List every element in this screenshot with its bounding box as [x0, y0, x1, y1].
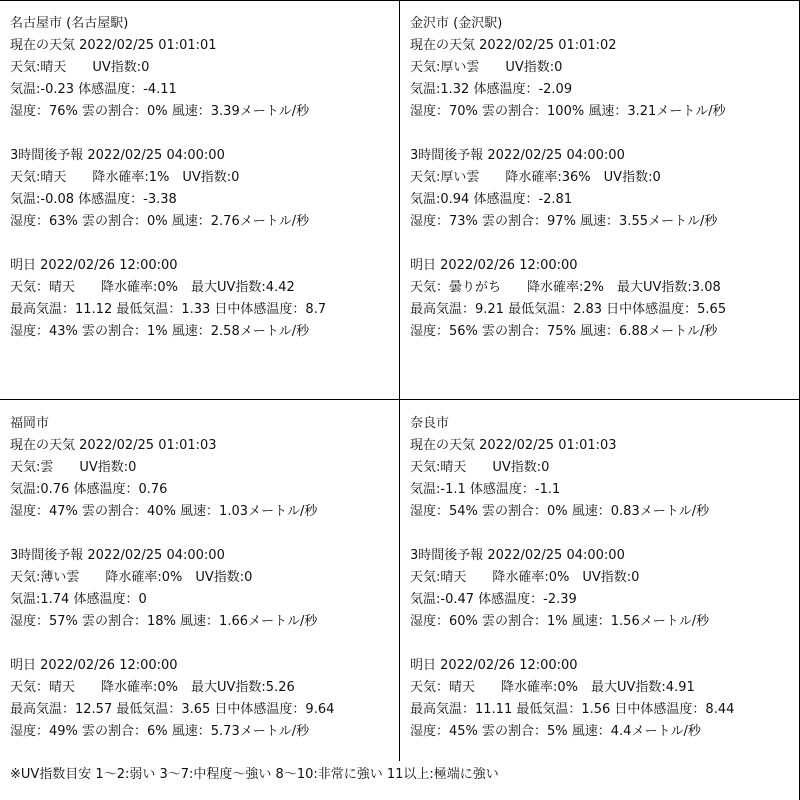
spacer [410, 233, 799, 255]
city-name: 金沢市 (金沢駅) [410, 16, 503, 31]
city-panel-nagoya [0, 0, 399, 399]
tomorrow-header: 明日 2022/02/26 12:00:00 [10, 658, 178, 673]
tomorrow-weather: 天気：晴天 降水確率:0% 最大UV指数:4.91 [410, 680, 695, 695]
forecast-weather: 天気:厚い雲 降水確率:36% UV指数:0 [410, 170, 661, 185]
tomorrow-temperature: 最高気温：9.21 最低気温：2.83 日中体感温度：5.65 [410, 302, 727, 317]
forecast-weather: 天気:薄い雲 降水確率:0% UV指数:0 [10, 570, 253, 585]
tomorrow-weather: 天気：晴天 降水確率:0% 最大UV指数:4.42 [10, 280, 295, 295]
tomorrow-temperature: 最高気温：12.57 最低気温：3.65 日中体感温度：9.64 [10, 702, 335, 717]
forecast-temperature: 気温:-0.47 体感温度：-2.39 [410, 592, 577, 607]
forecast-temperature: 気温:0.94 体感温度：-2.81 [410, 192, 573, 207]
forecast-humidity: 湿度：73% 雲の割合：97% 風速：3.55メートル/秒 [410, 214, 718, 229]
forecast-humidity: 湿度：60% 雲の割合：1% 風速：1.56メートル/秒 [410, 614, 710, 629]
forecast-header: 3時間後予報 2022/02/25 04:00:00 [10, 548, 225, 563]
city-panel-fukuoka [0, 400, 399, 761]
forecast-header: 3時間後予報 2022/02/25 04:00:00 [10, 148, 225, 163]
spacer [10, 123, 399, 145]
forecast-header: 3時間後予報 2022/02/25 04:00:00 [410, 148, 625, 163]
forecast-weather: 天気:晴天 降水確率:0% UV指数:0 [410, 570, 640, 585]
tomorrow-header: 明日 2022/02/26 12:00:00 [410, 258, 578, 273]
forecast-header: 3時間後予報 2022/02/25 04:00:00 [410, 548, 625, 563]
current-humidity: 湿度：54% 雲の割合：0% 風速：0.83メートル/秒 [410, 504, 710, 519]
city-panel-nara [400, 400, 799, 761]
current-weather: 天気:晴天 UV指数:0 [410, 460, 550, 475]
current-humidity: 湿度：76% 雲の割合：0% 風速：3.39メートル/秒 [10, 104, 310, 119]
forecast-temperature: 気温:-0.08 体感温度：-3.38 [10, 192, 177, 207]
tomorrow-temperature: 最高気温：11.11 最低気温：1.56 日中体感温度：8.44 [410, 702, 735, 717]
tomorrow-header: 明日 2022/02/26 12:00:00 [410, 658, 578, 673]
city-name: 奈良市 [410, 416, 450, 431]
tomorrow-temperature: 最高気温：11.12 最低気温：1.33 日中体感温度：8.7 [10, 302, 327, 317]
spacer [410, 633, 799, 655]
spacer [10, 233, 399, 255]
tomorrow-weather: 天気：晴天 降水確率:0% 最大UV指数:5.26 [10, 680, 295, 695]
forecast-temperature: 気温:1.74 体感温度：0 [10, 592, 147, 607]
spacer [10, 523, 399, 545]
tomorrow-humidity: 湿度：56% 雲の割合：75% 風速：6.88メートル/秒 [410, 324, 718, 339]
uv-index-footnote: ※UV指数目安 1〜2:弱い 3〜7:中程度〜強い 8〜10:非常に強い 11以上:極端に強い [10, 767, 499, 782]
city-panel-kanazawa [400, 0, 799, 399]
current-temperature: 気温:1.32 体感温度：-2.09 [410, 82, 573, 97]
tomorrow-humidity: 湿度：45% 雲の割合：5% 風速：4.4メートル/秒 [410, 724, 701, 739]
city-name: 福岡市 [10, 416, 50, 431]
city-name: 名古屋市 (名古屋駅) [10, 16, 129, 31]
current-weather: 天気:雲 UV指数:0 [10, 460, 137, 475]
tomorrow-header: 明日 2022/02/26 12:00:00 [10, 258, 178, 273]
spacer [410, 123, 799, 145]
forecast-weather: 天気:晴天 降水確率:1% UV指数:0 [10, 170, 240, 185]
current-temperature: 気温:-0.23 体感温度：-4.11 [10, 82, 177, 97]
current-humidity: 湿度：47% 雲の割合：40% 風速：1.03メートル/秒 [10, 504, 318, 519]
tomorrow-humidity: 湿度：49% 雲の割合：6% 風速：5.73メートル/秒 [10, 724, 310, 739]
current-humidity: 湿度：70% 雲の割合：100% 風速：3.21メートル/秒 [410, 104, 726, 119]
current-header: 現在の天気 2022/02/25 01:01:01 [10, 38, 217, 53]
tomorrow-humidity: 湿度：43% 雲の割合：1% 風速：2.58メートル/秒 [10, 324, 310, 339]
forecast-humidity: 湿度：57% 雲の割合：18% 風速：1.66メートル/秒 [10, 614, 318, 629]
tomorrow-weather: 天気：曇りがち 降水確率:2% 最大UV指数:3.08 [410, 280, 721, 295]
current-weather: 天気:厚い雲 UV指数:0 [410, 60, 563, 75]
spacer [10, 633, 399, 655]
current-temperature: 気温:0.76 体感温度：0.76 [10, 482, 168, 497]
current-temperature: 気温:-1.1 体感温度：-1.1 [410, 482, 561, 497]
forecast-humidity: 湿度：63% 雲の割合：0% 風速：2.76メートル/秒 [10, 214, 310, 229]
current-weather: 天気:晴天 UV指数:0 [10, 60, 150, 75]
current-header: 現在の天気 2022/02/25 01:01:03 [10, 438, 217, 453]
current-header: 現在の天気 2022/02/25 01:01:02 [410, 38, 617, 53]
current-header: 現在の天気 2022/02/25 01:01:03 [410, 438, 617, 453]
spacer [410, 523, 799, 545]
